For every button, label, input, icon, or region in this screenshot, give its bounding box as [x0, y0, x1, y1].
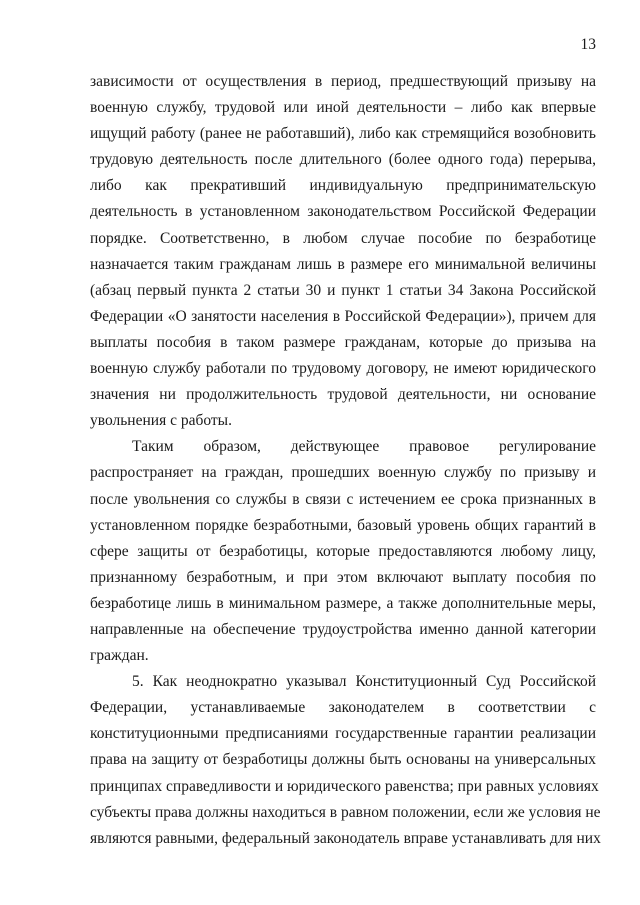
text-line: значения ни продолжительность трудовой деятельности, ни основание: [90, 386, 596, 404]
text-line: военную службу, трудовой или иной деятельности – либо как впервые: [90, 99, 596, 117]
text-line: Федерации «О занятости населения в Российской Федерации»), причем для: [90, 307, 596, 325]
text-line: права на защиту от безработицы должны быть основаны на универсальных: [90, 751, 596, 769]
text-line: Федерации, устанавливаемые законодателем в соответствии с: [90, 699, 596, 717]
text-line: (абзац первый пункта 2 статьи 30 и пункт 1 статьи 34 Закона Российской: [90, 281, 596, 299]
text-line: после увольнения со службы в связи с истечением ее срока признанных в: [90, 490, 596, 508]
text-line: признанному безработным, и при этом включают выплату пособия по: [90, 568, 596, 586]
paragraph-1: [90, 69, 596, 434]
paragraph-2: [90, 434, 596, 669]
text-line: направленные на обеспечение трудоустройства именно данной категории: [90, 620, 596, 638]
text-line: трудовую деятельность после длительного (более одного года) перерыва,: [90, 151, 596, 169]
page-number: 13: [580, 36, 596, 53]
text-line: ищущий работу (ранее не работавший), либо как стремящийся возобновить: [90, 125, 596, 143]
text-line: принципах справедливости и юридического равенства; при равных условиях: [90, 777, 599, 795]
text-line: увольнения с работы.: [90, 412, 232, 430]
text-line: установленном порядке безработными, базовый уровень общих гарантий в: [90, 516, 596, 534]
text-line: сфере защиты от безработицы, которые предоставляются любому лицу,: [90, 542, 596, 560]
text-line: выплаты пособия в таком размере гражданам, которые до призыва на: [90, 333, 596, 351]
text-line: деятельность в установленном законодательством Российской Федерации: [90, 203, 596, 221]
text-line: 5. Как неоднократно указывал Конституционный Суд Российской: [132, 673, 596, 691]
text-line: военную службу работали по трудовому договору, не имеют юридического: [90, 360, 596, 378]
text-line: распространяет на граждан, прошедших военную службу по призыву и: [90, 464, 596, 482]
text-line: граждан.: [90, 647, 149, 665]
text-line: порядке. Соответственно, в любом случае пособие по безработице: [90, 229, 596, 247]
text-line: либо как прекративший индивидуальную предпринимательскую: [90, 177, 596, 195]
text-line: являются равными, федеральный законодатель вправе устанавливать для них: [90, 829, 601, 847]
text-line: зависимости от осуществления в период, предшествующий призыву на: [90, 73, 596, 90]
text-line: субъекты права должны находиться в равном положении, если же условия не: [90, 803, 601, 821]
text-line: назначается таким гражданам лишь в размере его минимальной величины: [90, 255, 596, 273]
text-line: безработице лишь в минимальном размере, а также дополнительные меры,: [90, 594, 596, 612]
body-text: [90, 69, 601, 852]
paragraph-3: [90, 669, 601, 852]
text-line: конституционными предписаниями государственные гарантии реализации: [90, 725, 596, 743]
text-line: Таким образом, действующее правовое регулирование: [132, 438, 596, 456]
